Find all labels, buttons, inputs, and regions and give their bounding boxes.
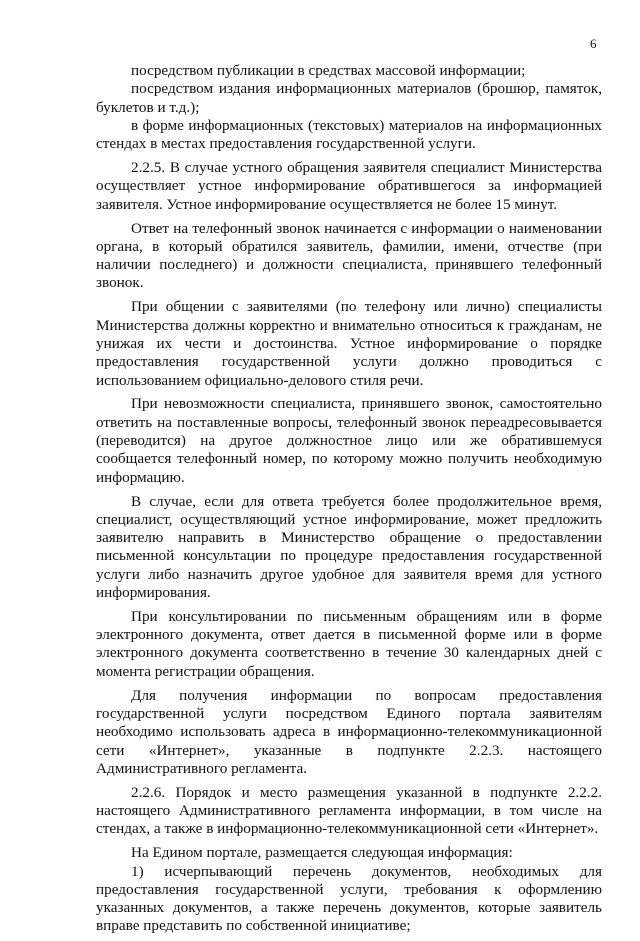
paragraph-call-redirect: При невозможности специалиста, принявшего звонок, самостоятельно ответить на поставленные вопросы, телефонный звонок переадресовывается (переводится) на другое должностное лицо или же обратившемуся сообщается телефонный номер, по которому можно получить необходимую информацию. <box>96 395 602 486</box>
page-number: 6 <box>590 36 597 51</box>
paragraph-media-publication: посредством публикации в средствах массовой информации; <box>131 62 526 79</box>
paragraph-2-2-5: 2.2.5. В случае устного обращения заявителя специалист Министерства осуществляет устное информирование обратившегося за информацией заявителя. Устное информирование осуществляется не более 15 минут. <box>96 159 602 213</box>
paragraph-longer-answer: В случае, если для ответа требуется более продолжительное время, специалист, осуществляющий устное информирование, может предложить заявителю направить в Министерство обращение о предоставлении письменной консультации по процедуре предоставления государственной услуги либо назначить другое удобное для заявителя время для устного информирования. <box>96 492 602 601</box>
paragraph-written-requests: При консультировании по письменным обращениям или в форме электронного документа, ответ дается в письменной форме или в форме электронного документа соответственно в течение 30 календарных дней с момента регистрации обращения. <box>96 607 602 680</box>
paragraph-phone-answer: Ответ на телефонный звонок начинается с информации о наименовании органа, в который обратился заявитель, фамилии, имени, отчестве (при наличии последнего) и должности специалиста, принявшего телефонный звонок. <box>96 219 602 292</box>
paragraph-portal-info-intro: На Едином портале, размещается следующая информация: <box>131 844 513 862</box>
paragraph-info-stands: в форме информационных (текстовых) материалов на информационных стендах в местах предоставления государственной услуги. <box>96 116 602 153</box>
paragraph-communication-rules: При общении с заявителями (по телефону или лично) специалисты Министерства должны корректно и внимательно относиться к гражданам, не унижая их чести и достоинства. Устное информирование о порядке предоставления государственной услуги должно проводиться с использованием официально-делового стиля речи. <box>96 298 602 389</box>
paragraph-2-2-6: 2.2.6. Порядок и место размещения указанной в подпункте 2.2.2. настоящего Административного регламента информации, в том числе на стендах, а также в информационно-телекоммуникационной сети «Интернет». <box>96 783 602 838</box>
paragraph-unified-portal: Для получения информации по вопросам предоставления государственной услуги посредством Единого портала заявителям необходимо использовать адреса в информационно-телекоммуникационной сети «Интернет», указанные в подпункте 2.2.3. настоящего Административного регламента. <box>96 686 602 777</box>
document-body <box>96 62 602 941</box>
list-item-1-documents: 1) исчерпывающий перечень документов, необходимых для предоставления государственной услуги, требования к оформлению указанных документов, а также перечень документов, которые заявитель вправе представить по собственной инициативе; <box>96 862 602 935</box>
paragraph-printed-materials: посредством издания информационных материалов (брошюр, памяток, буклетов и т.д.); <box>96 80 602 116</box>
